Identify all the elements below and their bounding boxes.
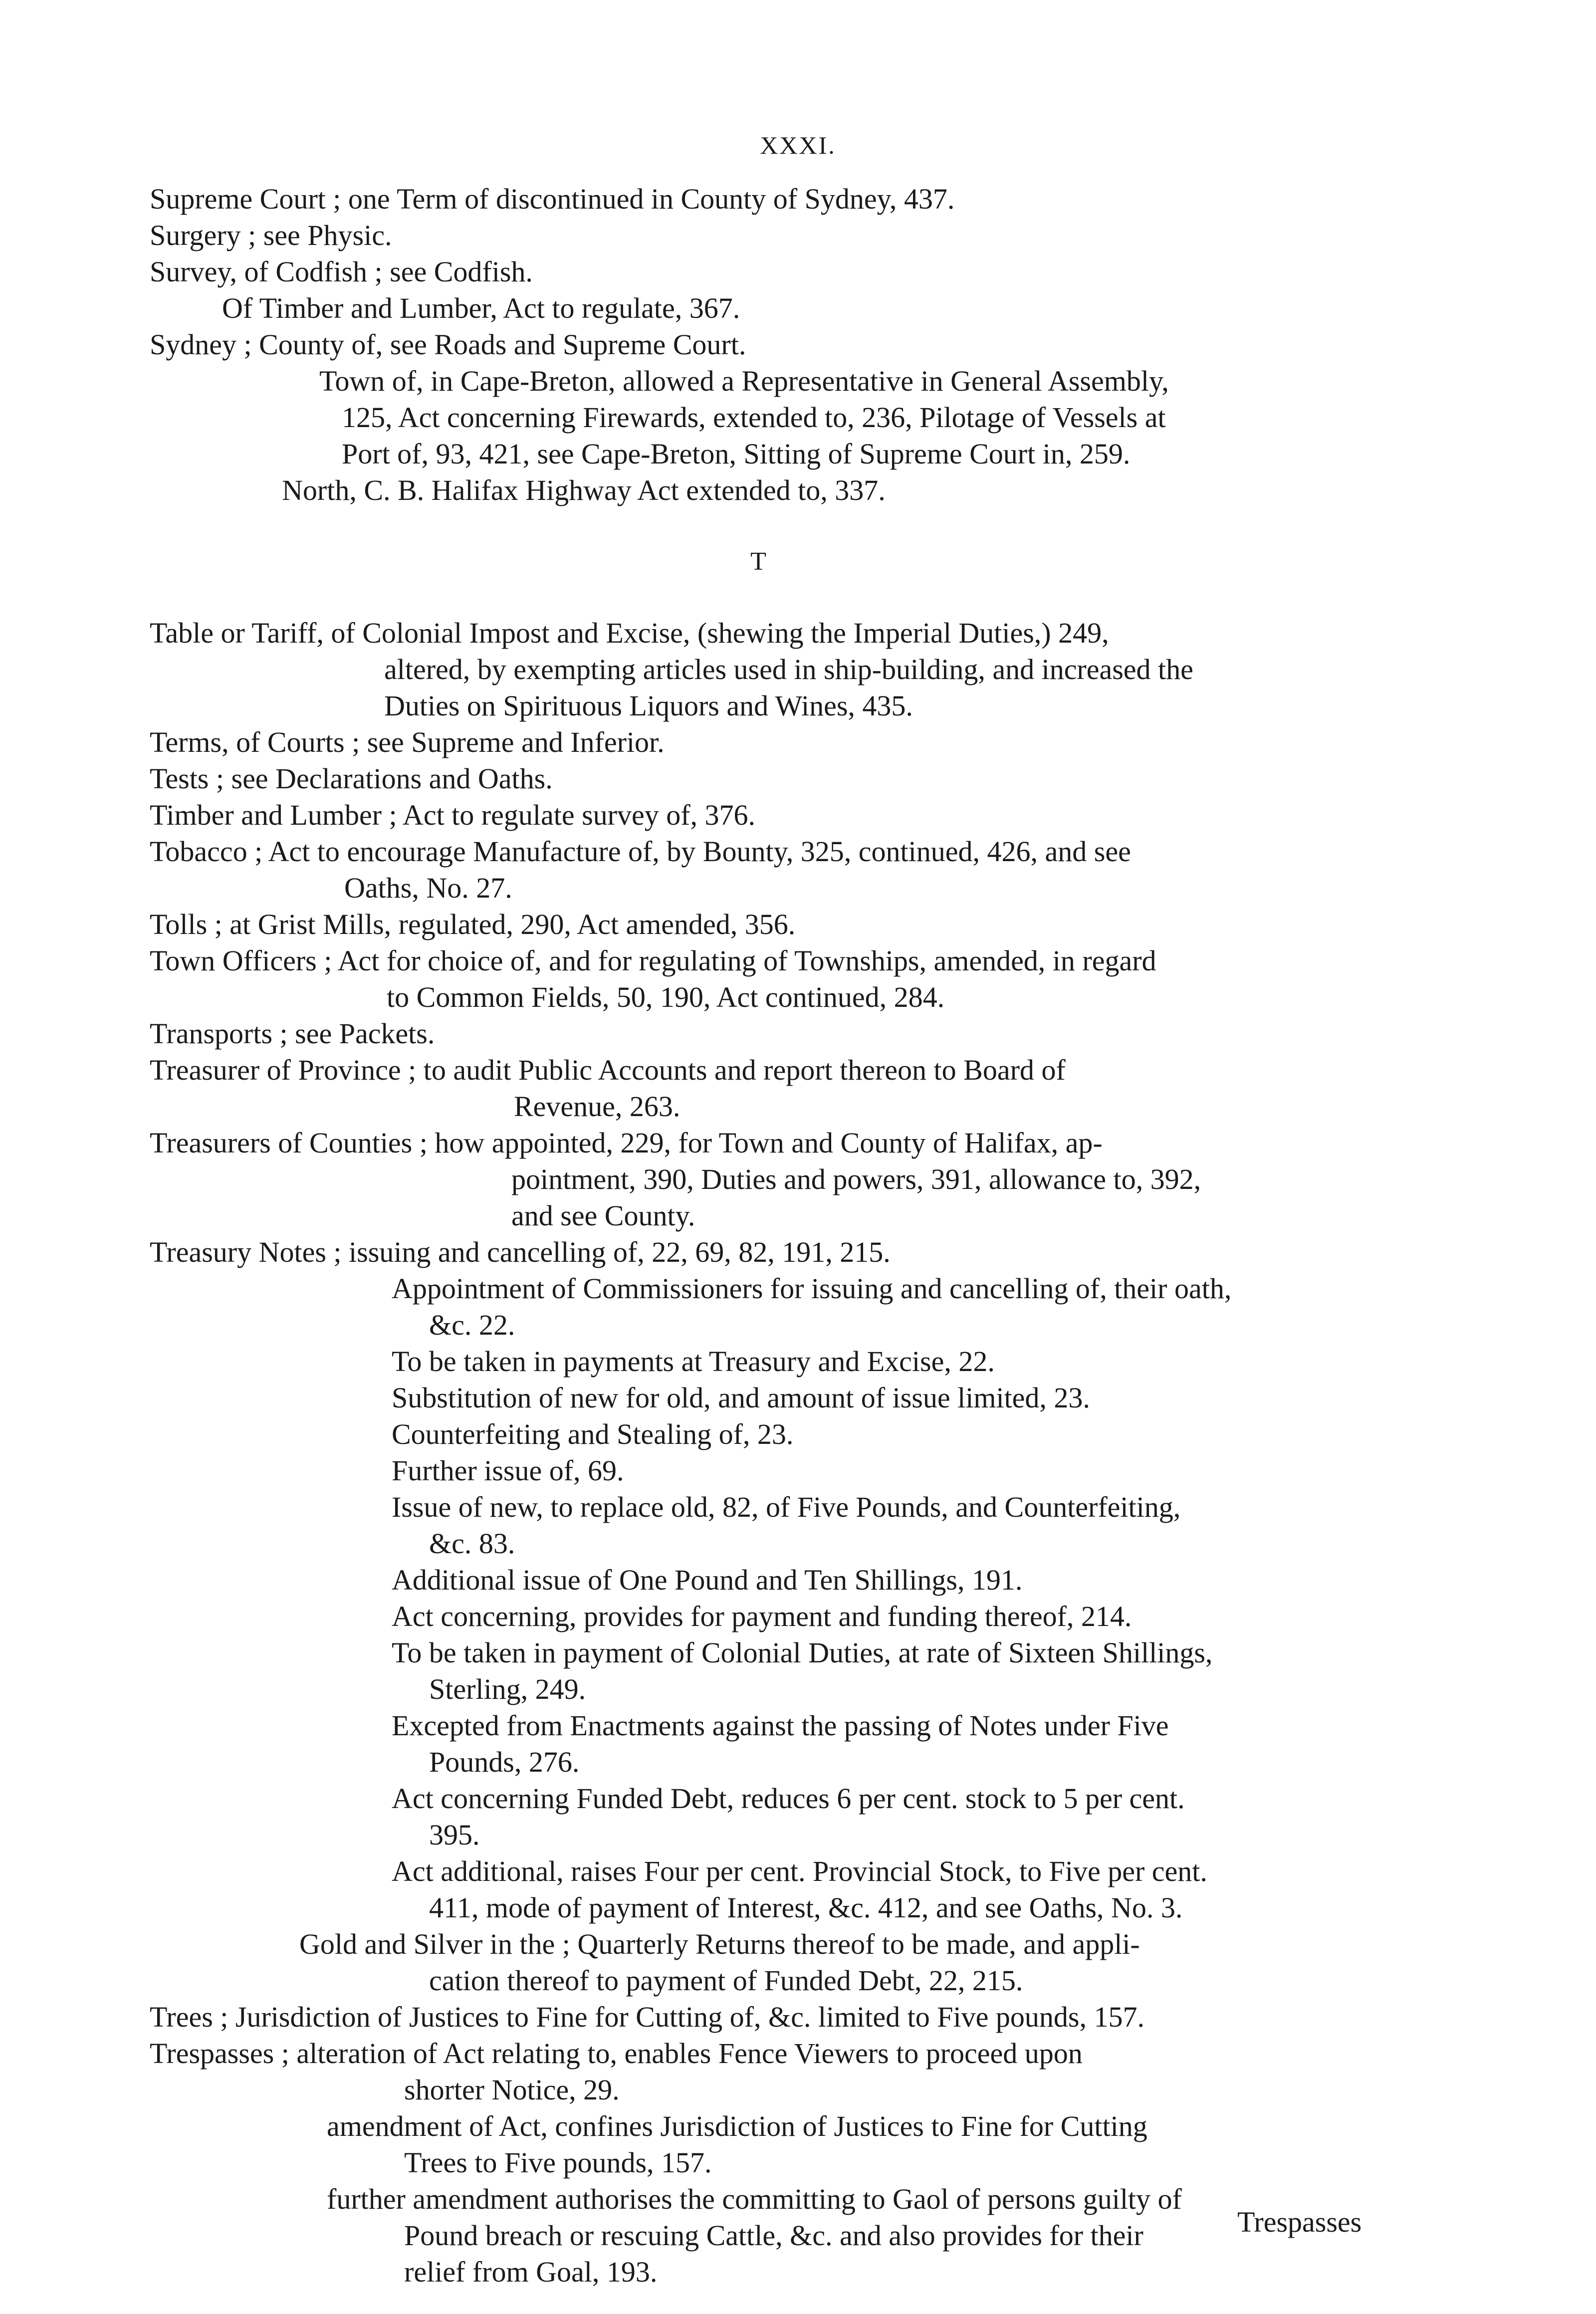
index-entry: Tolls ; at Grist Mills, regulated, 290, Act amended, 356. bbox=[150, 908, 796, 940]
index-entry: Survey, of Codfish ; see Codfish. bbox=[150, 255, 533, 288]
index-entry: Pounds, 276. bbox=[429, 1746, 580, 1778]
index-entry: cation thereof to payment of Funded Debt, 22, 215. bbox=[429, 1964, 1023, 1997]
index-entry: relief from Goal, 193. bbox=[404, 2256, 658, 2288]
index-entry: Trees ; Jurisdiction of Justices to Fine for Cutting of, &c. limited to Five pounds, 157. bbox=[150, 2001, 1144, 2033]
index-entry: Timber and Lumber ; Act to regulate survey of, 376. bbox=[150, 799, 756, 831]
index-entry: Act additional, raises Four per cent. Provincial Stock, to Five per cent. bbox=[392, 1855, 1207, 1887]
catchword: Trespasses bbox=[1237, 2206, 1362, 2238]
index-entry: Act concerning, provides for payment and funding thereof, 214. bbox=[392, 1600, 1132, 1632]
index-entry: Further issue of, 69. bbox=[392, 1454, 624, 1487]
index-entry: &c. 83. bbox=[429, 1527, 515, 1560]
index-entry: pointment, 390, Duties and powers, 391, allowance to, 392, bbox=[511, 1163, 1201, 1195]
index-entry: Appointment of Commissioners for issuing and cancelling of, their oath, bbox=[392, 1272, 1232, 1305]
index-entry: Additional issue of One Pound and Ten Shillings, 191. bbox=[392, 1564, 1023, 1596]
index-entry: Sterling, 249. bbox=[429, 1673, 586, 1705]
index-entry: 411, mode of payment of Interest, &c. 412, and see Oaths, No. 3. bbox=[429, 1891, 1183, 1924]
index-entry: Sydney ; County of, see Roads and Supreme Court. bbox=[150, 328, 746, 361]
index-entry: Counterfeiting and Stealing of, 23. bbox=[392, 1418, 794, 1450]
index-entry: Tobacco ; Act to encourage Manufacture of, by Bounty, 325, continued, 426, and see bbox=[150, 835, 1131, 868]
index-entry: Act concerning Funded Debt, reduces 6 per cent. stock to 5 per cent. bbox=[392, 1782, 1185, 1815]
index-entry: Excepted from Enactments against the passing of Notes under Five bbox=[392, 1709, 1169, 1742]
index-entry: to Common Fields, 50, 190, Act continued, 284. bbox=[387, 981, 945, 1013]
index-entry: Duties on Spirituous Liquors and Wines, 435. bbox=[384, 690, 913, 722]
index-entry: Supreme Court ; one Term of discontinued in County of Sydney, 437. bbox=[150, 183, 955, 215]
index-entry: further amendment authorises the committing to Gaol of persons guilty of bbox=[327, 2183, 1182, 2215]
index-entry: shorter Notice, 29. bbox=[404, 2074, 620, 2106]
index-entry: Town of, in Cape-Breton, allowed a Representative in General Assembly, bbox=[319, 365, 1169, 397]
index-entry: Town Officers ; Act for choice of, and for regulating of Townships, amended, in regard bbox=[150, 944, 1156, 977]
index-entry: Table or Tariff, of Colonial Impost and Excise, (shewing the Imperial Duties,) 249, bbox=[150, 617, 1109, 649]
index-entry: North, C. B. Halifax Highway Act extended to, 337. bbox=[282, 474, 886, 506]
index-entry: Treasury Notes ; issuing and cancelling of, 22, 69, 82, 191, 215. bbox=[150, 1236, 891, 1268]
index-entry: Port of, 93, 421, see Cape-Breton, Sitting of Supreme Court in, 259. bbox=[342, 438, 1131, 470]
index-entry: Pound breach or rescuing Cattle, &c. and also provides for their bbox=[404, 2219, 1143, 2252]
index-entry: Issue of new, to replace old, 82, of Five Pounds, and Counterfeiting, bbox=[392, 1491, 1181, 1523]
index-entry: Treasurers of Counties ; how appointed, 229, for Town and County of Halifax, ap- bbox=[150, 1127, 1103, 1159]
index-entry: Treasurer of Province ; to audit Public Accounts and report thereon to Board of bbox=[150, 1054, 1066, 1086]
index-entry: Surgery ; see Physic. bbox=[150, 219, 392, 251]
index-entry: Oaths, No. 27. bbox=[344, 872, 512, 904]
index-entry: Gold and Silver in the ; Quarterly Returns thereof to be made, and appli- bbox=[299, 1928, 1140, 1960]
index-entry: Transports ; see Packets. bbox=[150, 1017, 435, 1050]
index-entry: 395. bbox=[429, 1819, 480, 1851]
index-entry: To be taken in payment of Colonial Duties, at rate of Sixteen Shillings, bbox=[392, 1636, 1213, 1669]
index-entry: Tests ; see Declarations and Oaths. bbox=[150, 762, 553, 795]
index-entry: Trees to Five pounds, 157. bbox=[404, 2146, 712, 2179]
index-entry: amendment of Act, confines Jurisdiction of Justices to Fine for Cutting bbox=[327, 2110, 1147, 2142]
index-entry: Terms, of Courts ; see Supreme and Inferior. bbox=[150, 726, 665, 758]
index-entries bbox=[150, 181, 1367, 2290]
index-entry: and see County. bbox=[511, 1199, 695, 1232]
index-entry: Of Timber and Lumber, Act to regulate, 367. bbox=[222, 292, 740, 324]
index-entry: Trespasses ; alteration of Act relating to, enables Fence Viewers to proceed upon bbox=[150, 2037, 1083, 2070]
index-entry: To be taken in payments at Treasury and Excise, 22. bbox=[392, 1345, 995, 1378]
index-entry: 125, Act concerning Firewards, extended to, 236, Pilotage of Vessels at bbox=[342, 401, 1166, 434]
section-letter: T bbox=[750, 547, 766, 576]
index-entry: &c. 22. bbox=[429, 1309, 515, 1341]
index-entry: altered, by exempting articles used in ship-building, and increased the bbox=[384, 653, 1193, 686]
index-entry: Substitution of new for old, and amount of issue limited, 23. bbox=[392, 1382, 1090, 1414]
page-folio: XXXI. bbox=[760, 131, 836, 159]
index-entry: Revenue, 263. bbox=[514, 1090, 681, 1123]
